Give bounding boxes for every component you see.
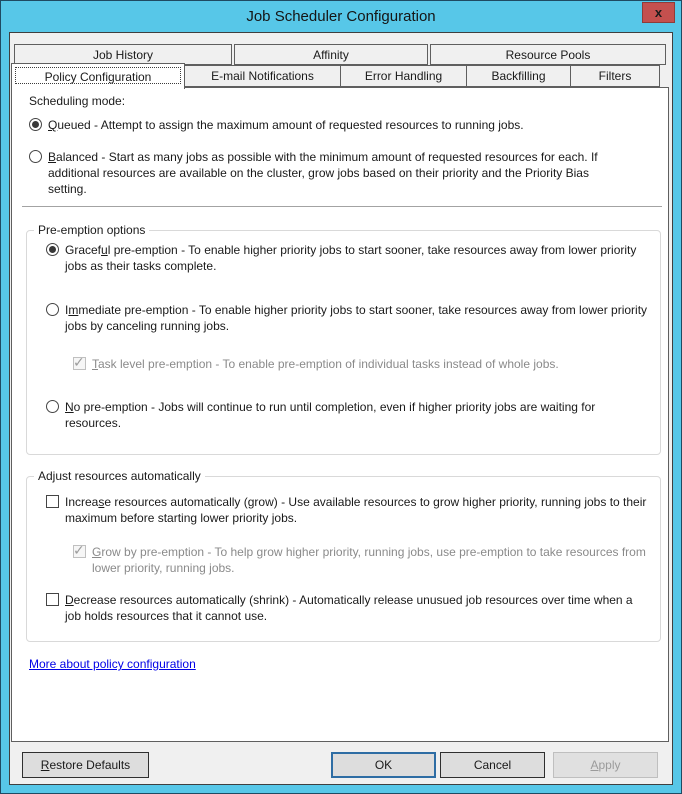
- shrink-auto-checkbox[interactable]: [46, 593, 59, 606]
- balanced-label[interactable]: Balanced - Start as many jobs as possible with the minimum amount of requested resources for each. If additional resources are available on the cluster, grow jobs based on their priority and the Priority Bias setting.: [48, 150, 598, 196]
- option-graceful[interactable]: [46, 242, 652, 274]
- close-button[interactable]: [642, 2, 675, 23]
- adjust-options: [46, 494, 652, 624]
- ok-button[interactable]: OK: [331, 752, 436, 778]
- restore-defaults-button[interactable]: R estore Defaults: [22, 752, 149, 778]
- option-grow-auto[interactable]: [46, 494, 652, 526]
- checkbox-check-icon: ✓: [73, 542, 85, 558]
- option-task-level: [46, 356, 652, 372]
- no-preemption-label[interactable]: No pre-emption - Jobs will continue to run until completion, even if higher priority jobs are waiting for resources.: [65, 400, 596, 430]
- tab-filters[interactable]: Filters: [570, 65, 660, 87]
- option-grow-by-preemption: [46, 544, 652, 576]
- tab-affinity[interactable]: Affinity: [234, 44, 428, 65]
- dialog-body: [9, 32, 673, 785]
- cancel-button[interactable]: Cancel: [440, 752, 545, 778]
- tab-resource-pools[interactable]: Resource Pools: [430, 44, 666, 65]
- balanced-radio[interactable]: [29, 150, 42, 163]
- adjust-group-title: Adjust resources automatically: [34, 468, 205, 484]
- grow-by-preemption-label: Grow by pre-emption - To help grow higher priority, running jobs, use pre-emption to take resources from lower priority, running jobs.: [92, 545, 646, 575]
- close-icon: x: [654, 5, 663, 20]
- policy-configuration-page: [11, 87, 669, 742]
- grow-auto-checkbox[interactable]: [46, 495, 59, 508]
- checkbox-check-icon: ✓: [73, 354, 85, 370]
- more-about-policy-configuration-link[interactable]: More about policy configuration: [29, 657, 196, 671]
- tab-row-back: [14, 44, 666, 65]
- option-balanced[interactable]: [29, 149, 654, 197]
- option-no-preemption[interactable]: [46, 399, 652, 431]
- tab-e-mail-notifications[interactable]: E-mail Notifications: [184, 65, 341, 87]
- tab-backfilling[interactable]: Backfilling: [466, 65, 571, 87]
- apply-button: A pply: [553, 752, 658, 778]
- queued-label[interactable]: Queued - Attempt to assign the maximum amount of requested resources to running jobs.: [48, 118, 524, 132]
- tab-row-front: [11, 65, 660, 87]
- scheduling-mode-options: [29, 117, 654, 197]
- scheduling-mode-label: Scheduling mode:: [29, 94, 126, 108]
- grow-by-preemption-checkbox: [73, 542, 86, 558]
- option-queued[interactable]: [29, 117, 654, 133]
- immediate-label[interactable]: Immediate pre-emption - To enable higher priority jobs to start sooner, take resources away from lower priority jobs by canceling running jobs.: [65, 303, 648, 333]
- tab-policy-configuration[interactable]: Policy Configuration: [11, 63, 185, 89]
- immediate-radio[interactable]: [46, 303, 59, 316]
- task-level-checkbox: [73, 354, 86, 370]
- titlebar: [1, 1, 681, 32]
- graceful-radio[interactable]: [46, 243, 59, 256]
- window-title: Job Scheduler Configuration: [246, 8, 436, 25]
- separator: [22, 206, 662, 207]
- preemption-options: [46, 242, 652, 431]
- no-preemption-radio[interactable]: [46, 400, 59, 413]
- option-shrink-auto[interactable]: [46, 592, 652, 624]
- preemption-group-title: Pre-emption options: [34, 222, 149, 238]
- grow-auto-label[interactable]: Increase resources automatically (grow) - Use available resources to grow higher priority, running jobs to their maximum before starting lower priority jobs.: [65, 495, 647, 525]
- tab-job-history[interactable]: Job History: [14, 44, 232, 65]
- preemption-options-group: [26, 223, 661, 455]
- task-level-label: Task level pre-emption - To enable pre-emption of individual tasks instead of whole jobs.: [92, 357, 559, 371]
- graceful-label[interactable]: Graceful pre-emption - To enable higher priority jobs to start sooner, take resources away from lower priority jobs as their tasks complete.: [65, 243, 637, 273]
- shrink-auto-label[interactable]: Decrease resources automatically (shrink) - Automatically release unusued job resources over time when a job holds resources that it cannot use.: [65, 593, 633, 623]
- adjust-resources-group: [26, 469, 661, 642]
- tab-error-handling[interactable]: Error Handling: [340, 65, 467, 87]
- page-content: [12, 88, 668, 741]
- option-immediate[interactable]: [46, 302, 652, 334]
- queued-radio[interactable]: [29, 118, 42, 131]
